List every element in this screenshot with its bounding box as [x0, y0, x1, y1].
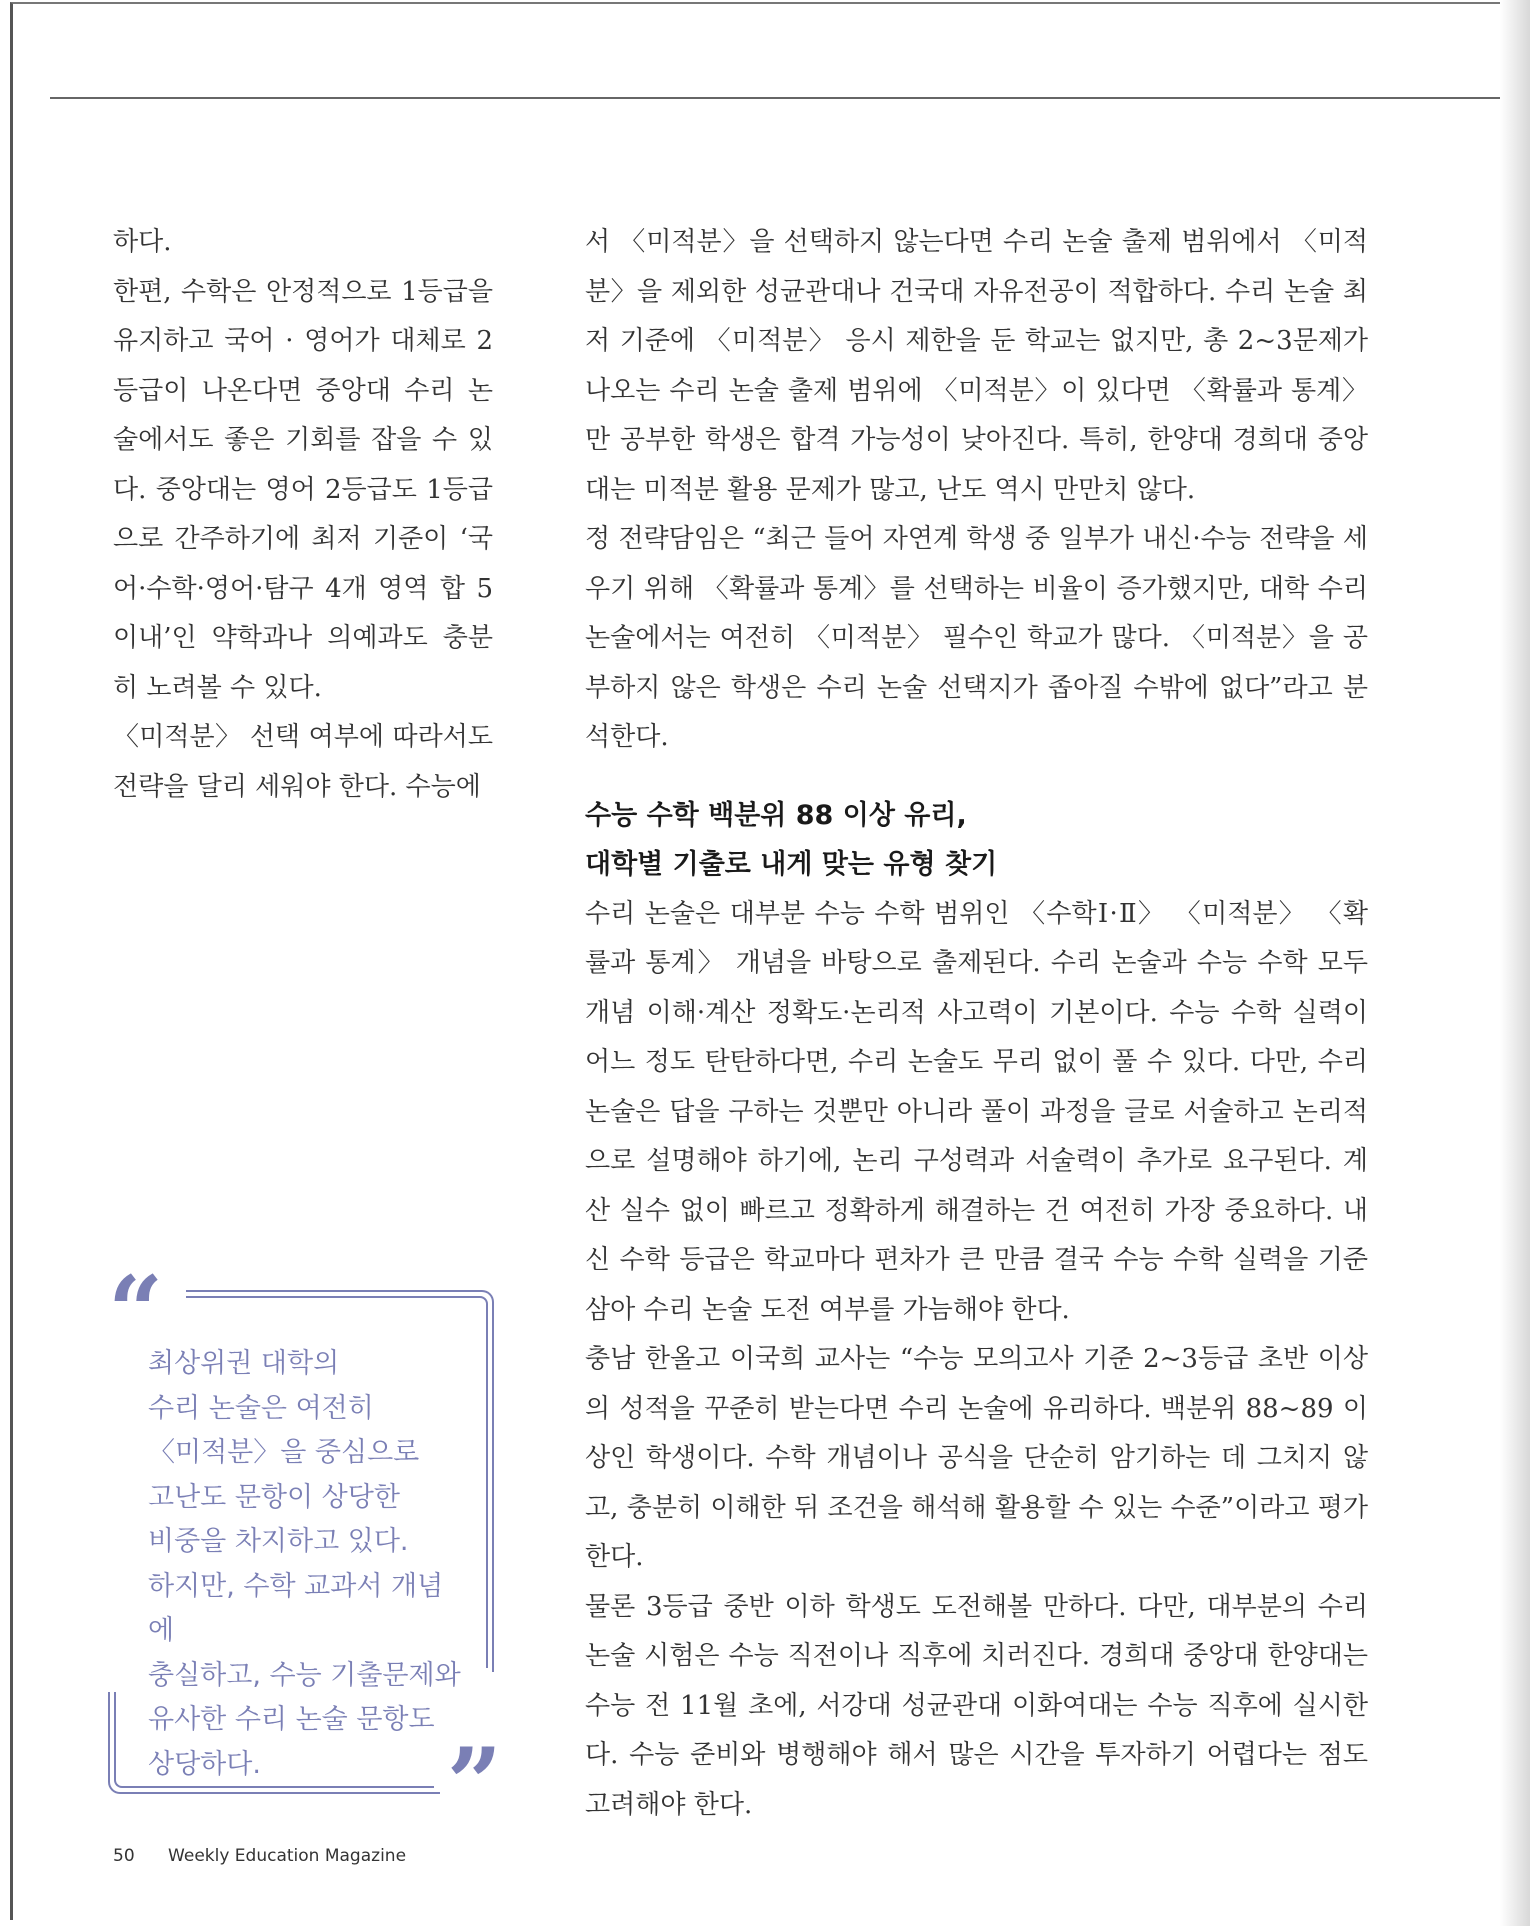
- left-paragraph-2: 한편, 수학은 안정적으로 1등급을 유지하고 국어 · 영어가 대체로 2등급이 나온다면 중앙대 수리 논술에서도 좋은 기회를 잡을 수 있다. 중앙대는 영어 2등급도 1등급으로 간주하기에 최저 기준이 ‘국어·수학·영어·탐구 4개 영역 합 5 이내’인 약학과나 의예과도 충분히 노려볼 수 있다.: [113, 276, 493, 703]
- quote-line-7: 충실하고, 수능 기출문제와: [148, 1659, 461, 1691]
- quote-line-9: 상당하다.: [148, 1748, 261, 1780]
- right-paragraph-2: 정 전략담임은 “최근 들어 자연계 학생 중 일부가 내신·수능 전략을 세우기 위해 〈확률과 통계〉를 선택하는 비율이 증가했지만, 대학 수리 논술에서는 여전히 〈미적분〉 필수인 학교가 많다. 〈미적분〉을 공부하지 않은 학생은 수리 논술 선택지가 좁아질 수밖에 없다”라고 분석한다.: [585, 524, 1368, 752]
- subheading-line-1: 수능 수학 백분위 88 이상 유리,: [585, 799, 967, 831]
- left-column: [113, 218, 493, 812]
- section-subheading: [585, 791, 1368, 890]
- pull-quote-text: [148, 1342, 468, 1787]
- close-quote-mark-icon: ”: [446, 1727, 502, 1840]
- page-number: 50: [113, 1846, 135, 1866]
- left-paragraph-3: 〈미적분〉 선택 여부에 따라서도 전략을 달리 세워야 한다. 수능에: [113, 722, 493, 802]
- quote-line-6: 하지만, 수학 교과서 개념에: [148, 1570, 444, 1646]
- right-paragraph-3: 수리 논술은 대부분 수능 수학 범위인 〈수학Ⅰ·Ⅱ〉 〈미적분〉 〈확률과 통계〉 개념을 바탕으로 출제된다. 수리 논술과 수능 수학 모두 개념 이해·계산 정확도·논리적 사고력이 기본이다. 수능 수학 실력이 어느 정도 탄탄하다면, 수리 논술도 무리 없이 풀 수 있다. 다만, 수리 논술은 답을 구하는 것뿐만 아니라 풀이 과정을 글로 서술하고 논리적으로 설명해야 하기에, 논리 구성력과 서술력이 추가로 요구된다. 계산 실수 없이 빠르고 정확하게 해결하는 건 여전히 가장 중요하다. 내신 수학 등급은 학교마다 편차가 큰 만큼 결국 수능 수학 실력을 기준 삼아 수리 논술 도전 여부를 가늠해야 한다.: [585, 898, 1368, 1325]
- open-quote-mark-icon: “: [108, 1255, 164, 1368]
- right-paragraph-1: 서 〈미적분〉을 선택하지 않는다면 수리 논술 출제 범위에서 〈미적분〉을 제외한 성균관대나 건국대 자유전공이 적합하다. 수리 논술 최저 기준에 〈미적분〉 응시 제한을 둔 학교는 없지만, 총 2~3문제가 나오는 수리 논술 출제 범위에 〈미적분〉이 있다면 〈확률과 통계〉만 공부한 학생은 합격 가능성이 낮아진다. 특히, 한양대 경희대 중앙대는 미적분 활용 문제가 많고, 난도 역시 만만치 않다.: [585, 227, 1368, 505]
- header-rule: [50, 97, 1530, 99]
- page-edge-shadow: [1500, 0, 1530, 1926]
- subheading-line-2: 대학별 기출로 내게 맞는 유형 찾기: [585, 849, 998, 880]
- quote-line-5: 비중을 차지하고 있다.: [148, 1526, 409, 1557]
- quote-line-3: 〈미적분〉을 중심으로: [148, 1437, 420, 1468]
- quote-line-4: 고난도 문항이 상당한: [148, 1481, 400, 1513]
- right-paragraph-5: 물론 3등급 중반 이하 학생도 도전해볼 만하다. 다만, 대부분의 수리 논술 시험은 수능 직전이나 직후에 치러진다. 경희대 중앙대 한양대는 수능 전 11월 초에, 서강대 성균관대 이화여대는 수능 직후에 실시한다. 수능 준비와 병행해야 해서 많은 시간을 투자하기 어렵다는 점도 고려해야 한다.: [585, 1591, 1368, 1820]
- quote-line-1: 최상위권 대학의: [148, 1348, 340, 1379]
- magazine-name: Weekly Education Magazine: [168, 1846, 407, 1866]
- left-paragraph-1: 하다.: [113, 227, 172, 257]
- right-column: [585, 218, 1368, 1830]
- pull-quote: [108, 1255, 502, 1840]
- quote-line-2: 수리 논술은 여전히: [148, 1392, 374, 1424]
- right-paragraph-4: 충남 한올고 이국희 교사는 “수능 모의고사 기준 2~3등급 초반 이상의 성적을 꾸준히 받는다면 수리 논술에 유리하다. 백분위 88~89 이상인 학생이다. 수학 개념이나 공식을 단순히 암기하는 데 그치지 않고, 충분히 이해한 뒤 조건을 해석해 활용할 수 있는 수준”이라고 평가한다.: [585, 1344, 1368, 1572]
- quote-line-8: 유사한 수리 논술 문항도: [148, 1704, 435, 1735]
- page-footer: [113, 1846, 406, 1866]
